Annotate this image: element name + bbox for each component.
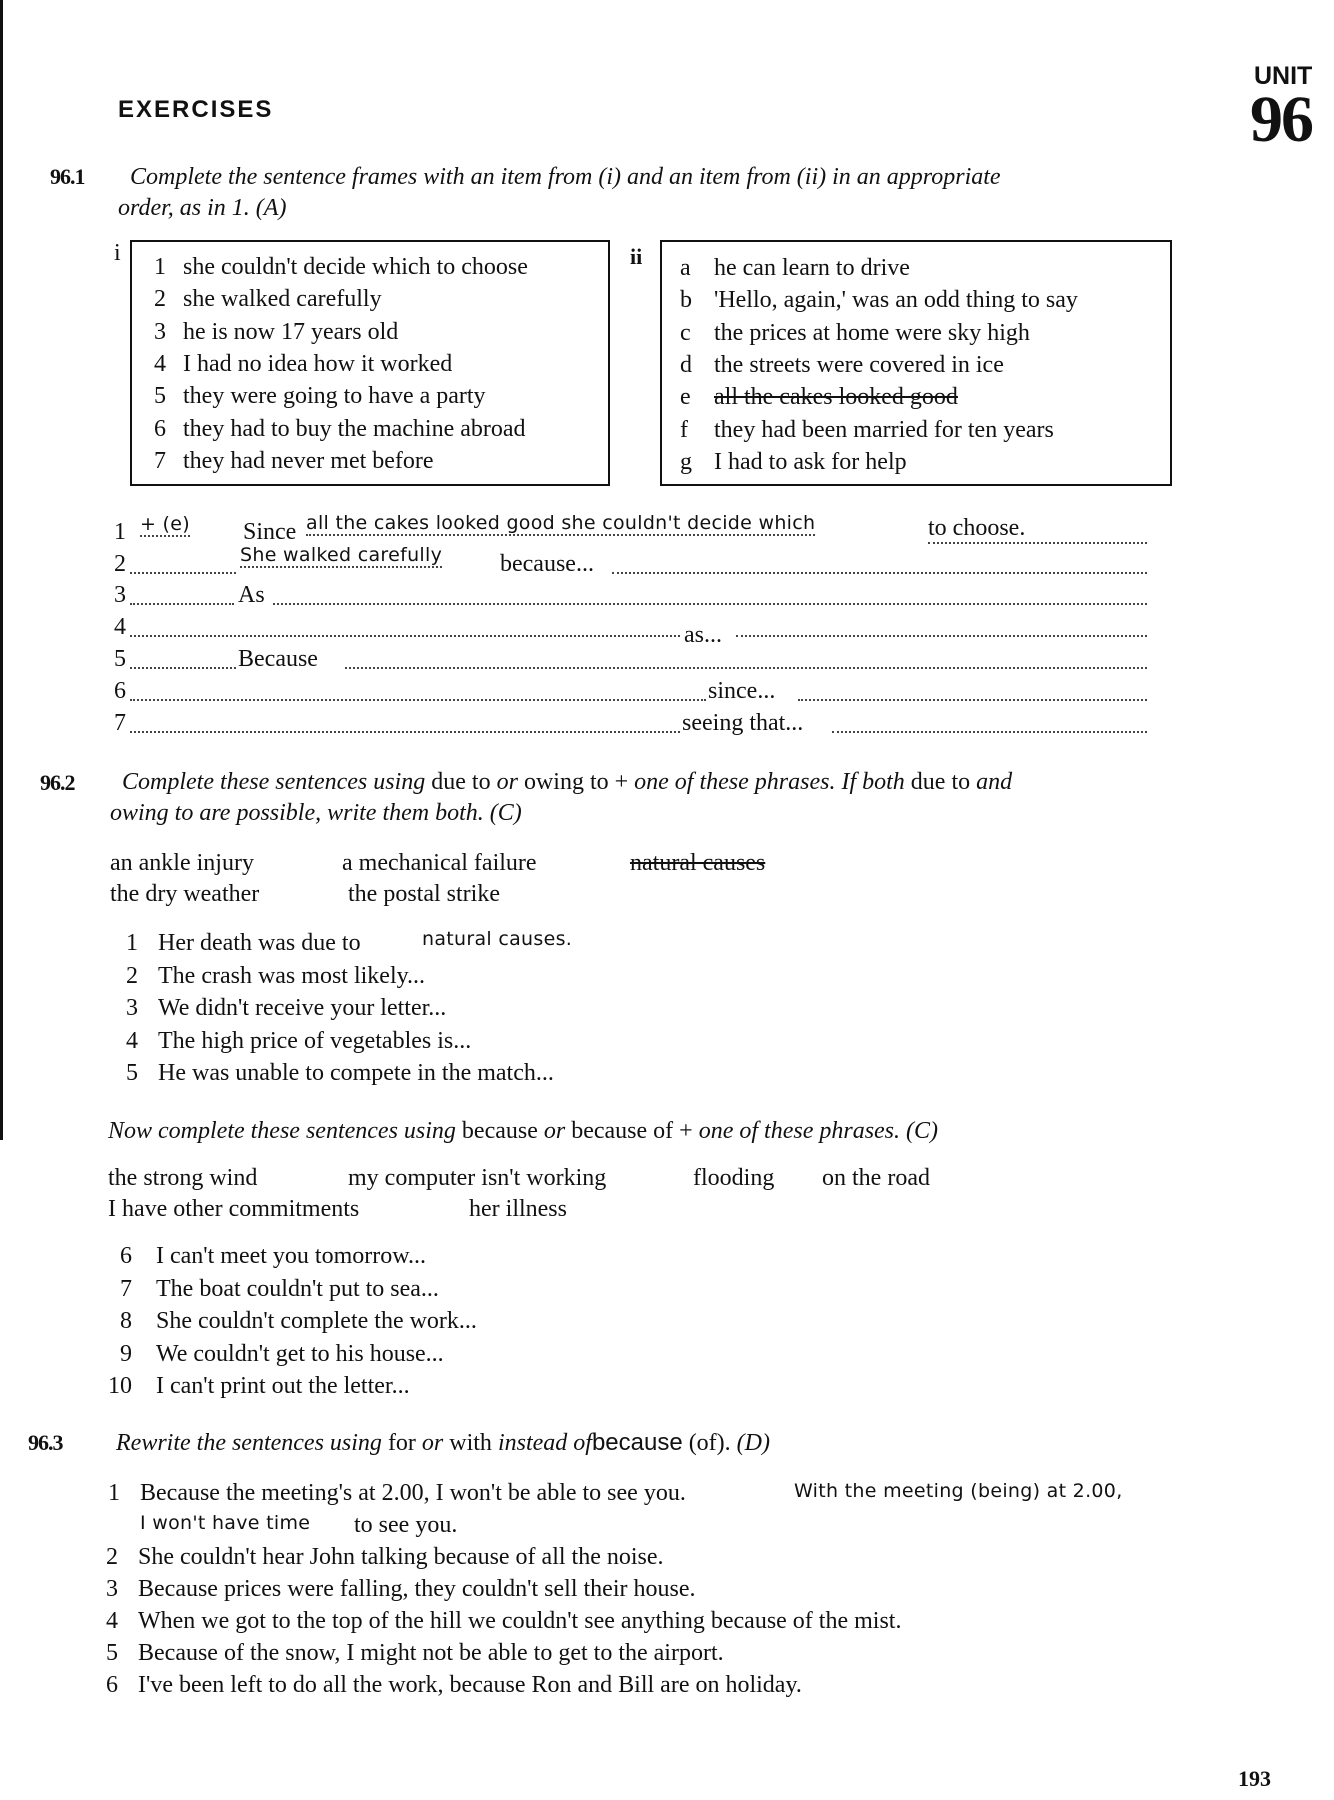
exercise-instruction: Now complete these sentences using because or because of + one of these phrases. (C) bbox=[108, 1118, 939, 1144]
item-text: Because the meeting's at 2.00, I won't be able to see you. bbox=[140, 1480, 686, 1506]
handwritten-answer[interactable]: I won't have time bbox=[140, 1512, 311, 1534]
item-text: Because prices were falling, they couldn't sell their house. bbox=[138, 1576, 696, 1602]
answer-blank[interactable] bbox=[130, 635, 680, 637]
answer-number: 5 bbox=[114, 646, 126, 672]
exercise-number: 96.2 bbox=[40, 770, 75, 795]
list-letter: 3 bbox=[154, 318, 166, 345]
answer-handwritten-match: + (e) bbox=[140, 513, 190, 535]
exercise-instruction: owing to are possible, write them both. (C) bbox=[110, 800, 522, 826]
list-item: 'Hello, again,' was an odd thing to say bbox=[714, 287, 1078, 314]
column-i-label: i bbox=[114, 240, 121, 266]
sentence-text: The crash was most likely... bbox=[158, 962, 426, 989]
exercise-instruction: Complete the sentence frames with an item from (i) and an item from (ii) in an appropriate bbox=[130, 164, 1001, 190]
exercise-instruction: order, as in 1. (A) bbox=[118, 195, 287, 221]
sentence-text: I can't meet you tomorrow... bbox=[156, 1243, 427, 1269]
list-letter: f bbox=[680, 416, 688, 443]
answer-blank[interactable] bbox=[130, 699, 706, 701]
list-letter: a bbox=[680, 255, 691, 281]
answer-number: 7 bbox=[114, 710, 126, 736]
answer-blank[interactable] bbox=[130, 603, 234, 605]
sentence-number: 6 bbox=[120, 1243, 132, 1269]
answer-blank[interactable] bbox=[612, 572, 1147, 574]
list-item: I had no idea how it worked bbox=[183, 350, 453, 377]
list-letter: c bbox=[680, 319, 691, 346]
sentence-number: 8 bbox=[120, 1308, 132, 1334]
phrase: her illness bbox=[469, 1196, 567, 1222]
list-letter: 2 bbox=[154, 286, 166, 313]
answer-number: 2 bbox=[114, 551, 126, 577]
phrase: on the road bbox=[822, 1165, 930, 1191]
answer-frame-word: As bbox=[238, 582, 265, 608]
unit-number: 96 bbox=[1250, 83, 1312, 156]
answer-blank[interactable] bbox=[130, 731, 680, 733]
item-number: 5 bbox=[106, 1640, 118, 1666]
item-number: 6 bbox=[106, 1672, 118, 1698]
exercise-instruction: Rewrite the sentences using for or with instead ofbecause (of). (D) bbox=[116, 1429, 770, 1456]
item-text: to see you. bbox=[354, 1512, 458, 1538]
answer-number: 6 bbox=[114, 678, 126, 704]
list-item: he is now 17 years old bbox=[183, 318, 399, 345]
list-item: the prices at home were sky high bbox=[714, 319, 1030, 346]
list-letter: 5 bbox=[154, 383, 166, 410]
answer-blank[interactable] bbox=[798, 699, 1147, 701]
sentence-text: We didn't receive your letter... bbox=[158, 995, 447, 1021]
list-item: they had never met before bbox=[183, 447, 434, 474]
list-letter: d bbox=[680, 351, 692, 378]
answer-blank[interactable] bbox=[273, 603, 1147, 605]
sentence-text: He was unable to compete in the match... bbox=[158, 1060, 554, 1086]
list-letter: 7 bbox=[154, 447, 166, 474]
phrase: an ankle injury bbox=[110, 850, 254, 876]
list-item: the streets were covered in ice bbox=[714, 351, 1004, 378]
answer-blank[interactable] bbox=[832, 731, 1147, 733]
item-number: 4 bbox=[106, 1608, 118, 1634]
list-letter: g bbox=[680, 448, 692, 475]
list-item: they were going to have a party bbox=[183, 383, 486, 410]
answer-number: 3 bbox=[114, 582, 126, 608]
list-letter: b bbox=[680, 287, 692, 314]
answer-blank[interactable] bbox=[736, 635, 1147, 637]
sentence-text: She couldn't complete the work... bbox=[156, 1308, 477, 1334]
column-ii-label: ii bbox=[630, 244, 643, 269]
sentence-text: I can't print out the letter... bbox=[156, 1373, 410, 1399]
sentence-number: 9 bbox=[120, 1340, 132, 1367]
phrase: the dry weather bbox=[110, 881, 260, 907]
sentence-text: The boat couldn't put to sea... bbox=[156, 1275, 439, 1302]
phrase: the postal strike bbox=[348, 881, 500, 907]
item-text: I've been left to do all the work, because Ron and Bill are on holiday. bbox=[138, 1672, 802, 1698]
list-item-crossed-out: all the cakes looked good bbox=[714, 384, 958, 411]
item-number: 2 bbox=[106, 1544, 118, 1570]
sentence-number: 3 bbox=[126, 995, 138, 1021]
item-number: 1 bbox=[108, 1480, 120, 1506]
list-item: he can learn to drive bbox=[714, 255, 910, 281]
item-number: 3 bbox=[106, 1576, 118, 1602]
answer-frame-word: Since bbox=[243, 519, 297, 545]
sentence-number: 5 bbox=[126, 1060, 138, 1086]
list-item: I had to ask for help bbox=[714, 448, 907, 475]
handwritten-answer[interactable]: natural causes. bbox=[422, 928, 573, 950]
list-item: they had been married for ten years bbox=[714, 416, 1054, 443]
phrase: my computer isn't working bbox=[348, 1165, 607, 1191]
answer-blank[interactable] bbox=[130, 572, 236, 574]
sentence-text: We couldn't get to his house... bbox=[156, 1340, 444, 1367]
answer-number: 1 bbox=[114, 519, 126, 545]
answer-handwritten-text[interactable]: all the cakes looked good she couldn't decide which bbox=[306, 512, 816, 534]
answer-frame-tail: to choose. bbox=[928, 515, 1147, 544]
answer-handwritten-text[interactable]: She walked carefully bbox=[240, 544, 443, 566]
phrase: flooding bbox=[693, 1165, 775, 1191]
list-letter: 6 bbox=[154, 415, 166, 442]
unit-label: UNIT bbox=[1254, 62, 1313, 90]
answer-frame-word: since... bbox=[708, 678, 776, 704]
answer-blank[interactable] bbox=[130, 667, 236, 669]
answer-frame-word: Because bbox=[238, 646, 318, 672]
sentence-text: The high price of vegetables is... bbox=[158, 1027, 472, 1054]
item-text: When we got to the top of the hill we couldn't see anything because of the mist. bbox=[138, 1608, 902, 1634]
sentence-text: Her death was due to bbox=[158, 930, 361, 956]
sentence-number: 7 bbox=[120, 1275, 132, 1302]
answer-blank[interactable] bbox=[345, 667, 1147, 669]
handwritten-answer[interactable]: With the meeting (being) at 2.00, bbox=[794, 1480, 1123, 1502]
phrase: the strong wind bbox=[108, 1165, 258, 1191]
sentence-number: 2 bbox=[126, 962, 138, 989]
exercise-number: 96.1 bbox=[50, 164, 85, 189]
answer-frame-word: seeing that... bbox=[682, 710, 804, 736]
answer-frame-word: as... bbox=[684, 622, 722, 648]
list-letter: 1 bbox=[154, 254, 166, 280]
list-item: they had to buy the machine abroad bbox=[183, 415, 526, 442]
item-text: She couldn't hear John talking because of all the noise. bbox=[138, 1544, 664, 1570]
exercise-instruction: Complete these sentences using due to or owing to + one of these phrases. If both due to and bbox=[122, 769, 1013, 795]
phrase: a mechanical failure bbox=[342, 850, 537, 876]
item-text: Because of the snow, I might not be able to get to the airport. bbox=[138, 1640, 724, 1666]
list-letter: e bbox=[680, 384, 691, 411]
answer-frame-word: because... bbox=[500, 551, 594, 577]
sentence-number: 10 bbox=[108, 1373, 132, 1399]
sentence-number: 1 bbox=[126, 930, 138, 956]
list-item: she walked carefully bbox=[183, 286, 382, 313]
exercises-heading: EXERCISES bbox=[118, 96, 274, 123]
page-number: 193 bbox=[1238, 1766, 1271, 1791]
phrase: I have other commitments bbox=[108, 1196, 360, 1222]
list-item: she couldn't decide which to choose bbox=[183, 254, 528, 280]
exercise-number: 96.3 bbox=[28, 1430, 63, 1455]
list-letter: 4 bbox=[154, 350, 166, 377]
sentence-number: 4 bbox=[126, 1027, 138, 1054]
phrase-crossed-out: natural causes bbox=[630, 850, 766, 876]
answer-number: 4 bbox=[114, 614, 126, 640]
page-margin-rule bbox=[0, 0, 3, 1140]
